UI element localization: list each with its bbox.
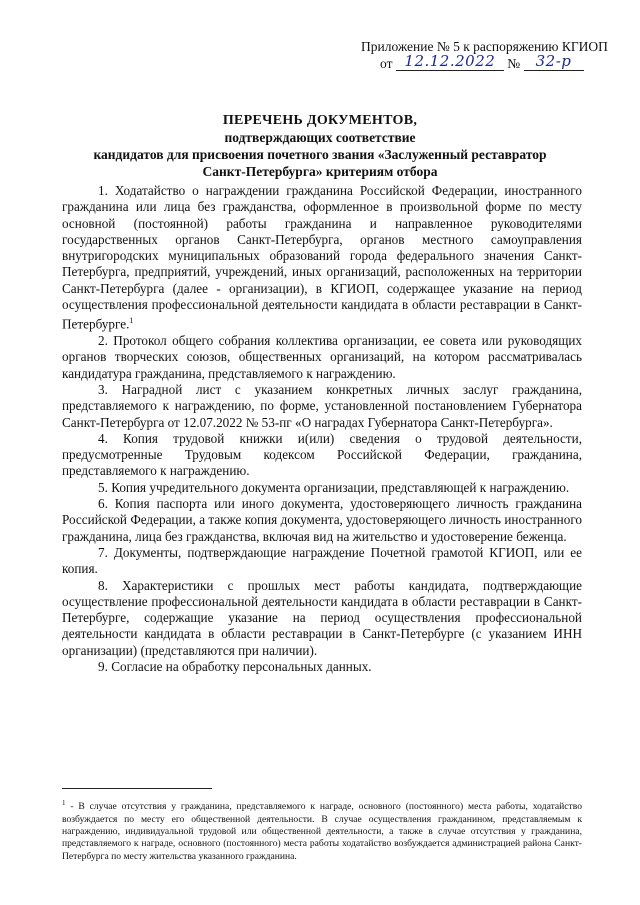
document-list (62, 183, 582, 675)
document-title (60, 112, 580, 180)
handwritten-number: 32-р (524, 53, 584, 71)
from-label: от (380, 56, 393, 71)
list-item-2: 2. Протокол общего собрания коллектива организации, ее совета или руководящих органов творческих союзов, общественных организаций, на котором рассматривалась кандидатура гражданина, представляемого к награждению. (62, 333, 582, 381)
footnote-divider (62, 788, 212, 789)
title-line-3: кандидатов для присвоения почетного звания «Заслуженный реставратор (93, 147, 547, 162)
list-item-4: 4. Копия трудовой книжки и(или) сведения о трудовой деятельности, предусмотренные Трудовым кодексом Российской Федерации, гражданина, представляемого к награждению. (62, 430, 582, 479)
number-label: № (507, 56, 521, 71)
footnote-text: - В случае отсутствия у гражданина, представляемого к награде, основного (постоянного) места работы, ходатайство возбуждается по месту его общественной деятельности. В случае осуществления гражданином, представляемым к награждению, индивидуальной трудовой или общественной деятельности, а также в случае отсутствия у гражданина, представляемого к награде, основного (постоянного) места работы ходатайство возбуждается администрацией района Санкт-Петербурга по месту жительства указанного гражданина. (62, 801, 582, 862)
title-line-1: ПЕРЕЧЕНЬ ДОКУМЕНТОВ, (222, 113, 418, 128)
list-item-6: 6. Копия паспорта или иного документа, удостоверяющего личность гражданина Российской Федерации, а также копия документа, удостоверяющего личность иностранного гражданина, лица без гражданства, включая вид на жительство и удостоверение беженца. (62, 496, 582, 544)
list-item-1 (62, 183, 582, 333)
title-line-4: Санкт-Петербурга» критериям отбора (202, 164, 438, 179)
footnote-marker: 1 (62, 799, 66, 807)
date-number-line (343, 52, 623, 73)
title-line-2: подтверждающих соответствие (224, 130, 416, 145)
appendix-line: Приложение № 5 к распоряжению КГИОП (361, 39, 608, 54)
appendix-header (343, 38, 623, 73)
list-item-5: 5. Копия учредительного документа организации, представляющей к награждению. (98, 479, 570, 495)
list-item-9: 9. Согласие на обработку персональных данных. (98, 659, 372, 674)
list-item-8: 8. Характеристики с прошлых мест работы кандидата, подтверждающие осуществление профессиональной деятельности кандидата в области реставрации в Санкт-Петербурге, содержащие указание на период осуществления профессиональной деятельности кандидата в области реставрации в Санкт-Петербурге (с указанием ИНН организации) (представляются при наличии). (62, 577, 582, 658)
handwritten-date: 12.12.2022 (396, 53, 504, 71)
list-item-1-text: 1. Ходатайство о награждении гражданина Российской Федерации, иностранного гражданина или лица без гражданства, оформленное в произвольной форме по месту основной (постоянной) работы гражданина и направленное руководителями государственных органов Санкт-Петербурга, органов местного самоуправления внутригородских муниципальных образований города федерального значения Санкт-Петербурга, предприятий, учреждений, иных организаций, расположенных на территории Санкт-Петербурга (далее - организации), в КГИОП, содержащее указание на период осуществления профессиональной деятельности кандидата в области реставрации в Санкт-Петербурге. (62, 183, 582, 332)
footnote (62, 797, 582, 863)
footnote-ref: 1 (129, 316, 134, 326)
list-item-3: 3. Наградной лист с указанием конкретных личных заслуг гражданина, представляемого к награждению, по форме, установленной постановлением Губернатора Санкт-Петербурга от 12.07.2022 № 53-пг «О наградах Губернатора Санкт-Петербурга». (62, 381, 582, 430)
list-item-7: 7. Документы, подтверждающие награждение Почетной грамотой КГИОП, или ее копия. (62, 544, 582, 577)
